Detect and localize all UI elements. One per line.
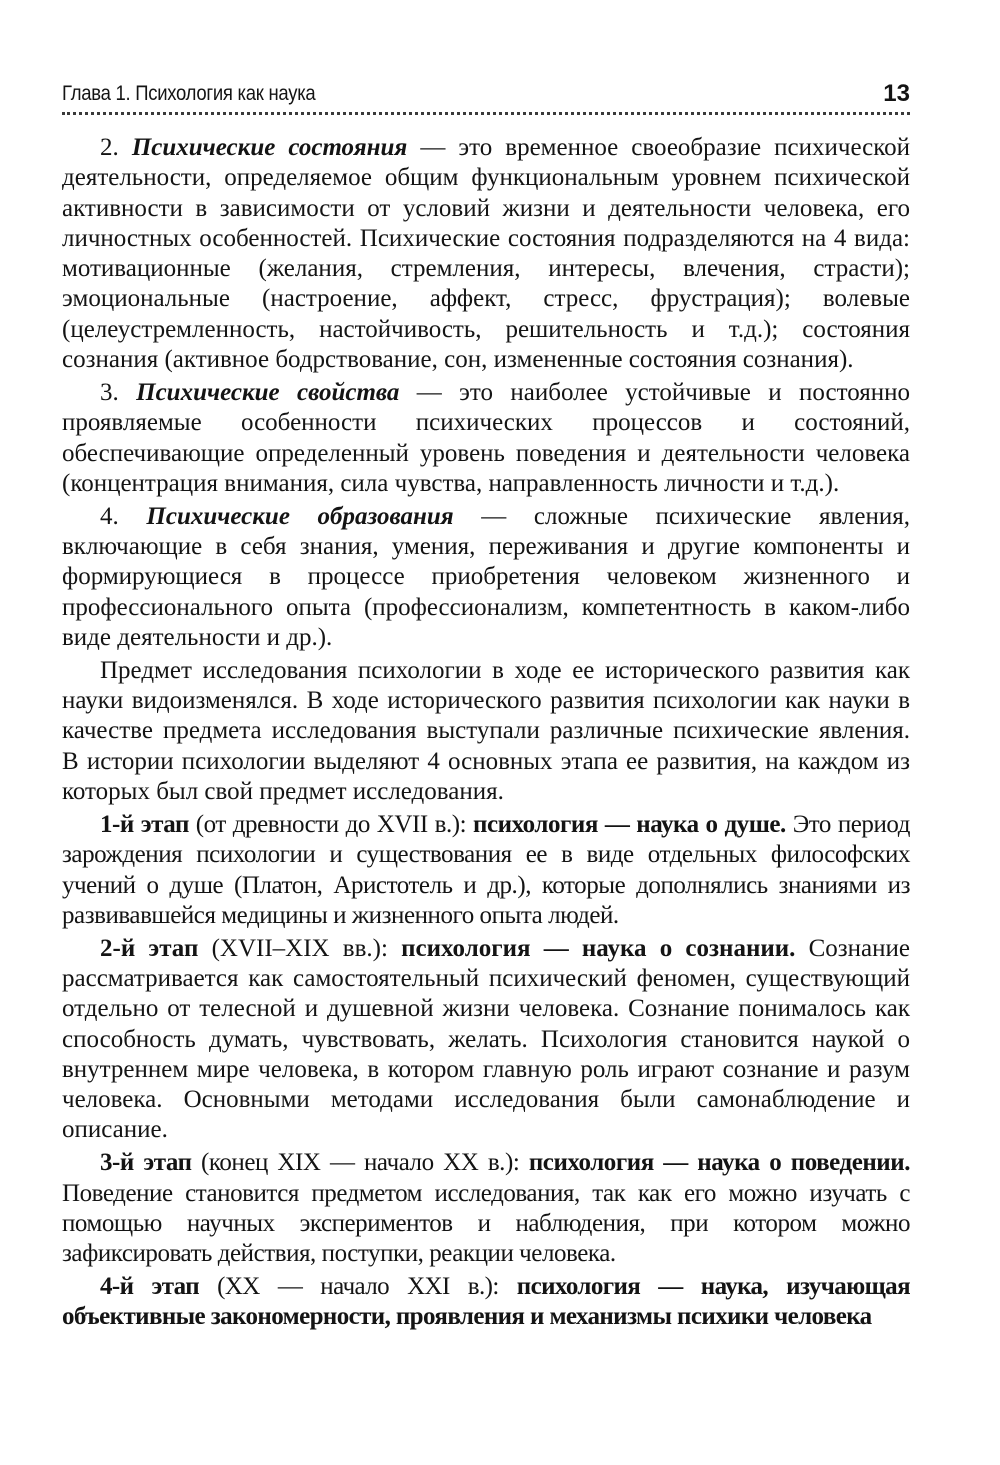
stage-definition: психология — наука о поведении.	[528, 1149, 911, 1177]
stage-label: 1-й этап	[100, 810, 189, 838]
paragraph-stage-4	[62, 1272, 910, 1333]
stage-label: 2-й этап	[100, 934, 199, 962]
running-header	[62, 72, 910, 115]
item-text: — это временное своеобразие психической деятельности, определяемое общим функциональным уровнем психической активности в зависимости от условий жизни и деятельности человека, его личностных особенностей. Психические состояния подразделяются на 4 вида: мотивационные (желания, стремления, интересы, влечения, страсти); эмоциональные (настроение, аффект, стресс, фрустрация); волевые (целеустремленность, настойчивость, решительность и т.д.); состояния сознания (активное бодрствование, сон, измененные состояния сознания).	[62, 134, 911, 374]
stage-text: Это период зарождения психологии и существования ее в виде отдельных философских учений о душе (Платон, Аристотель и др.), которые дополнялись знаниями из развивавшейся медицины и жизненного опыта людей.	[62, 810, 910, 929]
term-mental-states: Психические состояния	[131, 134, 408, 161]
stage-definition: психология — наука о сознании.	[401, 934, 796, 962]
item-number: 2.	[100, 134, 119, 161]
paragraph-stage-1	[62, 810, 910, 931]
body-text	[62, 133, 910, 1333]
item-number: 3.	[100, 378, 119, 406]
stage-period: (от древности до XVII в.):	[188, 810, 474, 838]
book-page	[62, 72, 910, 1335]
paragraph-stage-3	[62, 1148, 910, 1269]
stage-period: (XX — начало XXI в.):	[199, 1273, 517, 1301]
stage-definition: психология — наука, изучающая объективные закономерности, проявления и механизмы психики человека	[62, 1273, 910, 1331]
paragraph-item-3	[62, 378, 910, 499]
paragraph-stage-2	[62, 934, 910, 1146]
stage-period: (XVII–XIX вв.):	[198, 934, 402, 962]
stage-text: Сознание рассматривается как самостоятельный психический феномен, существующий отдельно от телесной и душевной жизни человека. Сознание понималось как способность думать, чувствовать, желать. Психология становится наукой о внутреннем мире человека, в котором главную роль играют сознание и разум человека. Основными методами исследования были самонаблюдение и описание.	[62, 934, 910, 1144]
term-mental-properties: Психические свойства	[136, 378, 400, 406]
term-mental-formations: Психические образования	[146, 502, 454, 530]
stage-label: 4-й этап	[100, 1273, 200, 1301]
item-text: — это наиболее устойчивые и постоянно проявляемые особенности психических процессов и состояний, обеспечивающие определенный уровень поведения и деятельности человека (концентрация внимания, сила чувства, направленность личности и т.д.).	[62, 378, 911, 497]
item-text: — сложные психические явления, включающие в себя знания, умения, переживания и другие компоненты и формирующиеся в процессе приобретения человеком жизненного и профессионального опыта (профессионализм, компетентность в каком-либо виде деятельности и др.).	[62, 502, 910, 651]
stage-label: 3-й этап	[100, 1149, 192, 1177]
chapter-title: Глава 1. Психология как наука	[62, 82, 316, 105]
stage-text: Поведение становится предметом исследования, так как его можно изучать с помощью научных экспериментов и наблюдения, при котором можно зафиксировать действия, поступки, реакции человека.	[62, 1179, 910, 1268]
stage-definition: психология — наука о душе.	[473, 810, 786, 838]
paragraph-item-4	[62, 502, 910, 653]
stage-period: (конец XIX — начало XX в.):	[191, 1149, 529, 1177]
paragraph-intro: Предмет исследования психологии в ходе ее исторического развития как науки видоизменялся. В ходе исторического развития психологии как науки в качестве предмета исследования выступали различные психические явления. В истории психологии выделяют 4 основных этапа ее развития, на каждом из которых был свой предмет исследования.	[62, 656, 910, 806]
item-number: 4.	[100, 502, 119, 530]
page-number: 13	[883, 80, 910, 107]
paragraph-item-2	[62, 133, 910, 375]
